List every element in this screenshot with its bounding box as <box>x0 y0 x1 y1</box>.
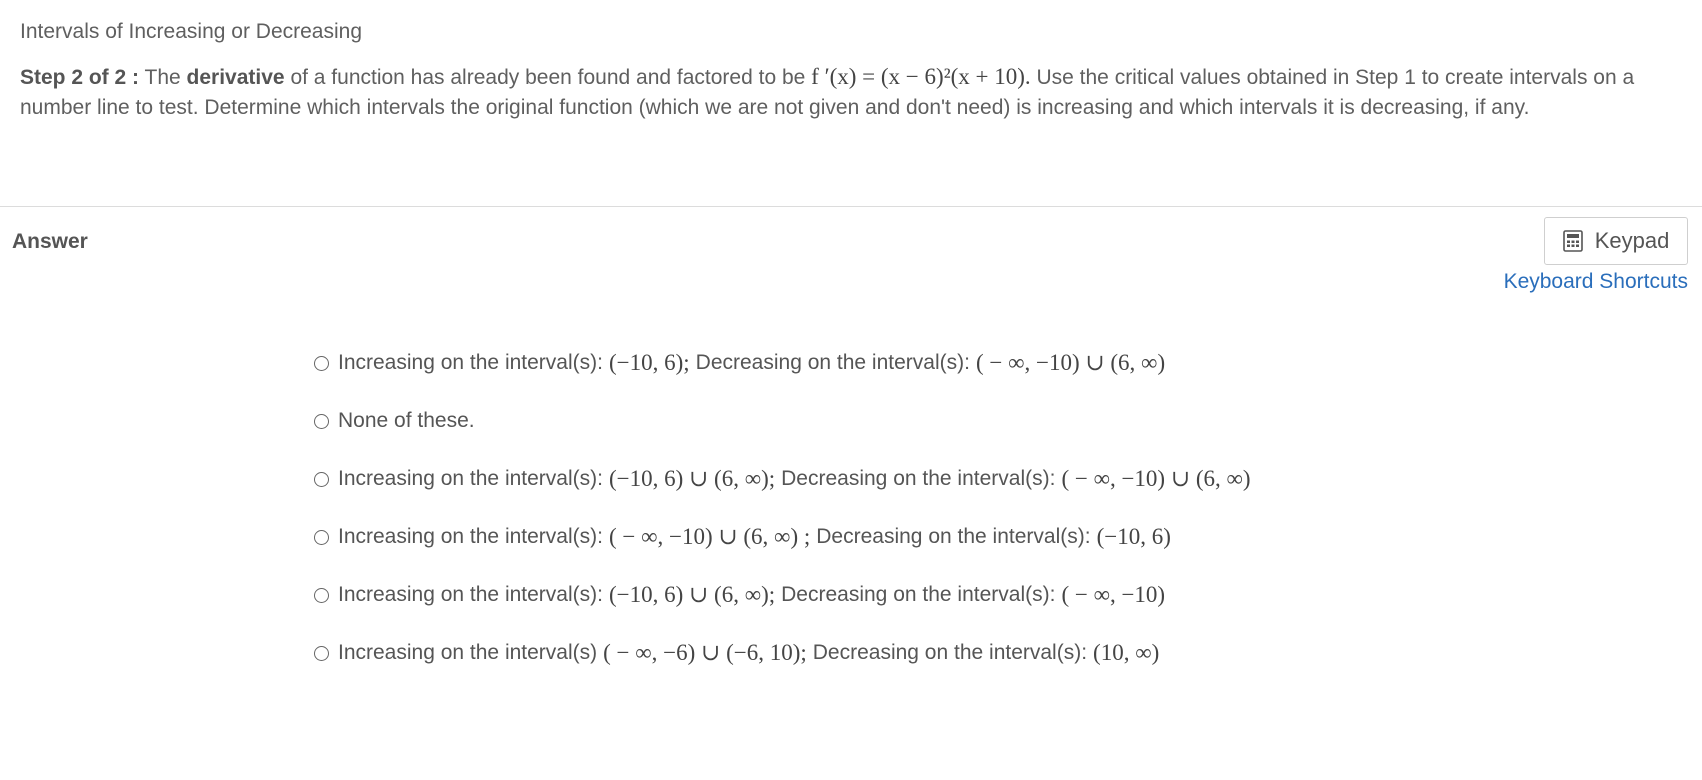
text-before-math: of a function has already been found and factored to be <box>290 66 806 89</box>
radio-button[interactable] <box>314 414 329 429</box>
increasing-label: Increasing on the interval(s): <box>338 351 603 374</box>
increasing-intervals: ( − ∞, −6) ∪ (−6, 10); <box>603 640 807 665</box>
decreasing-intervals: (10, ∞) <box>1093 640 1160 665</box>
increasing-intervals: (−10, 6) ∪ (6, ∞); <box>608 466 776 491</box>
keypad-button[interactable] <box>1544 217 1688 265</box>
decreasing-intervals: (−10, 6) <box>1096 524 1171 549</box>
option-3[interactable] <box>314 450 1251 508</box>
increasing-intervals: (−10, 6) ∪ (6, ∞); <box>608 582 776 607</box>
decreasing-label: Decreasing on the interval(s): <box>781 583 1056 606</box>
decreasing-label: Decreasing on the interval(s): <box>695 351 970 374</box>
problem-statement <box>20 62 1660 123</box>
increasing-label: Increasing on the interval(s): <box>338 467 603 490</box>
keypad-label: Keypad <box>1594 228 1670 253</box>
radio-button[interactable] <box>314 356 329 371</box>
decreasing-label: Decreasing on the interval(s): <box>781 467 1056 490</box>
derivative-expression: f ′(x) = (x − 6)²(x + 10). <box>811 64 1031 89</box>
section-divider <box>0 206 1702 207</box>
radio-button[interactable] <box>314 472 329 487</box>
option-2[interactable] <box>314 392 1251 450</box>
decreasing-label: Decreasing on the interval(s): <box>812 641 1088 664</box>
radio-button[interactable] <box>314 530 329 545</box>
intro-text: The <box>144 66 181 89</box>
increasing-label: Increasing on the interval(s) <box>338 641 598 664</box>
option-6[interactable] <box>314 624 1251 682</box>
decreasing-intervals: ( − ∞, −10) ∪ (6, ∞) <box>1061 466 1251 491</box>
increasing-intervals: (−10, 6); <box>608 350 690 375</box>
answer-options <box>314 334 1251 682</box>
increasing-intervals: ( − ∞, −10) ∪ (6, ∞) ; <box>608 524 811 549</box>
text-after-math: Use the critical values obtained in Step 1 to create intervals on a number line to test. Determine which intervals the original function (which we are not given and don't need) is increasing and which intervals it is decreasing, if any. <box>20 66 1635 119</box>
none-label: None of these. <box>338 409 475 432</box>
decreasing-label: Decreasing on the interval(s): <box>816 525 1091 548</box>
answer-label: Answer <box>12 230 88 253</box>
radio-button[interactable] <box>314 646 329 661</box>
radio-button[interactable] <box>314 588 329 603</box>
decreasing-intervals: ( − ∞, −10) <box>1061 582 1166 607</box>
option-4[interactable] <box>314 508 1251 566</box>
calculator-icon <box>1563 230 1583 252</box>
option-5[interactable] <box>314 566 1251 624</box>
option-1[interactable] <box>314 334 1251 392</box>
problem-title: Intervals of Increasing or Decreasing <box>20 20 362 43</box>
step-label: Step 2 of 2 : <box>20 66 140 89</box>
increasing-label: Increasing on the interval(s): <box>338 583 603 606</box>
derivative-word: derivative <box>186 66 285 89</box>
keyboard-shortcuts-link[interactable]: Keyboard Shortcuts <box>1503 270 1688 293</box>
decreasing-intervals: ( − ∞, −10) ∪ (6, ∞) <box>975 350 1166 375</box>
increasing-label: Increasing on the interval(s): <box>338 525 603 548</box>
